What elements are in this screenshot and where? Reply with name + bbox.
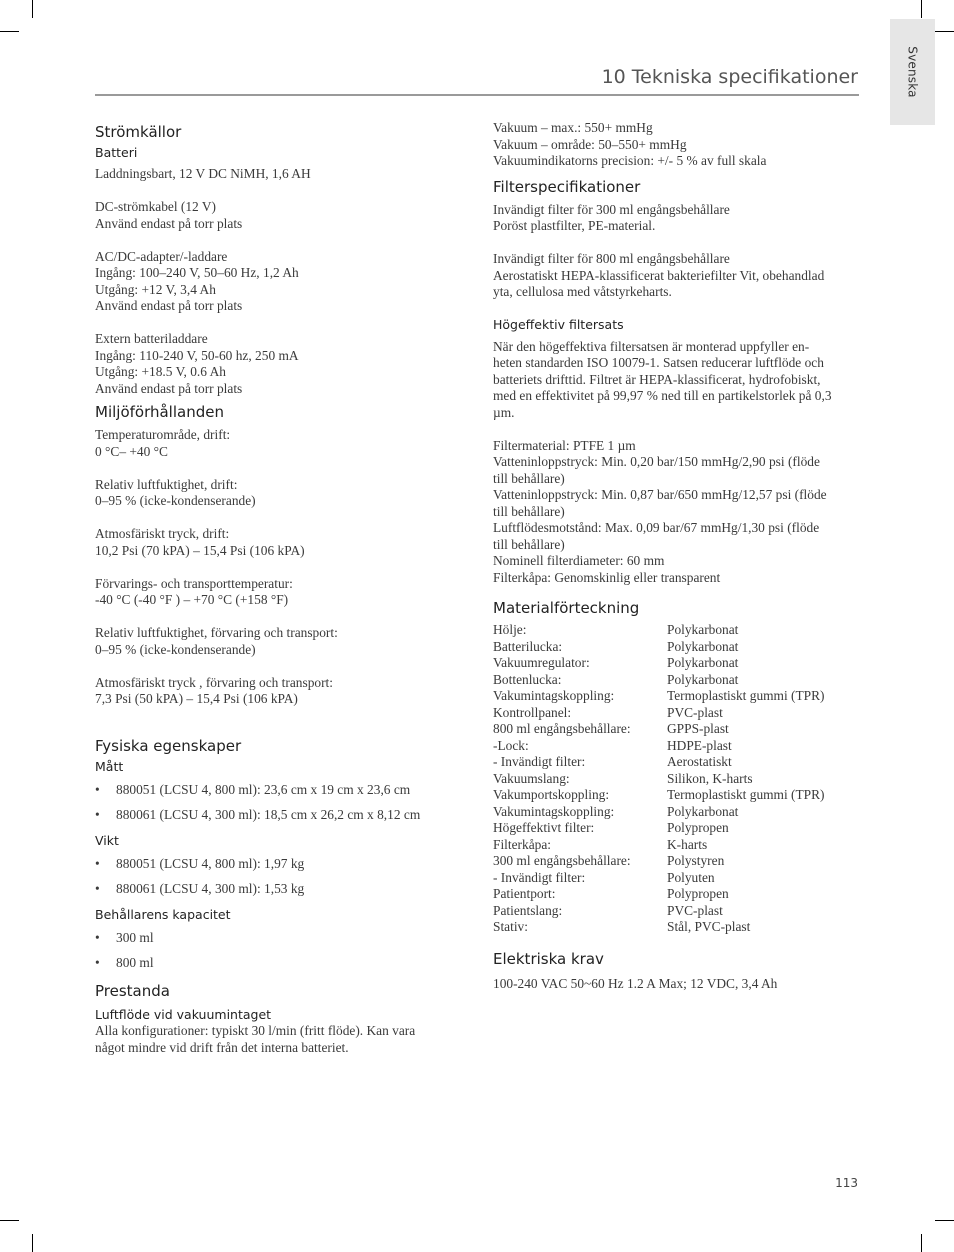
list-item: • 880051 (LCSU 4, 800 ml): 1,97 kg <box>95 855 305 871</box>
text-line: Utgång: +12 V, 3,4 Ah <box>95 281 216 297</box>
section-vakuum <box>493 120 863 170</box>
table-row <box>493 787 825 804</box>
section-heading: Filterspecifikationer <box>493 177 641 196</box>
page-number: 113 <box>835 1176 858 1190</box>
table-row <box>493 639 825 656</box>
text-line: Invändigt filter för 300 ml engångsbehållare <box>493 201 730 217</box>
text-line: µm. <box>493 404 515 420</box>
subheading: Mått <box>95 758 124 774</box>
text-line: -40 °C (-40 °F ) – +70 °C (+158 °F) <box>95 592 289 607</box>
text-line: Vatteninloppstryck: Min. 0,20 bar/150 mmHg/2,90 psi (flöde <box>493 454 820 469</box>
material-part: 300 ml engångsbehållare: <box>493 853 631 868</box>
material-part: Bottenlucka: <box>493 671 562 687</box>
section-heading: Fysiska egenskaper <box>95 736 242 755</box>
material-value: Polykarbonat <box>667 622 739 637</box>
material-value: Termoplastiskt gummi (TPR) <box>667 688 825 703</box>
material-part: Vakuumregulator: <box>493 655 590 670</box>
text-line: Poröst plastfilter, PE-material. <box>493 218 656 233</box>
text-line: 7,3 Psi (50 kPA) – 15,4 Psi (106 kPA) <box>95 691 298 706</box>
table-row <box>493 688 825 705</box>
material-value: Polypropen <box>667 820 729 835</box>
text-line: heten standarden ISO 10079-1. Satsen reducerar luftflöde och <box>493 355 824 370</box>
text-line: DC-strömkabel (12 V) <box>95 199 216 214</box>
crop-mark <box>0 1220 19 1221</box>
material-part: Vakuumslang: <box>493 770 570 786</box>
table-row <box>493 886 825 903</box>
material-part: Filterkåpa: <box>493 836 552 852</box>
table-row <box>493 771 825 788</box>
table-row <box>493 705 825 722</box>
paragraph: 100-240 VAC 50~60 Hz 1.2 A Max; 12 VDC, 3,4 Ah <box>493 975 778 991</box>
text-line: Extern batteriladdare <box>95 331 208 346</box>
material-part: Stativ: <box>493 919 528 934</box>
text-line: med en effektivitet på 99,97 % ned till en partikelstorlek på 0,3 <box>493 388 832 403</box>
text-line: batteriets drifttid. Filtret är HEPA-klassificerat, hydrofobiskt, <box>493 371 821 387</box>
table-row <box>493 870 825 887</box>
text-line: 0–95 % (icke-kondenserande) <box>95 493 256 508</box>
text-line: Ingång: 110-240 V, 50-60 hz, 250 mA <box>95 347 299 363</box>
crop-mark <box>921 0 922 18</box>
paragraph: Laddningsbart, 12 V DC NiMH, 1,6 AH <box>95 166 311 181</box>
table-row <box>493 837 825 854</box>
material-value: Polypropen <box>667 886 729 901</box>
text-line: Filtermaterial: PTFE 1 µm <box>493 437 636 453</box>
text-line: Atmosfäriskt tryck, drift: <box>95 526 230 541</box>
text-line: Använd endast på torr plats <box>95 215 243 231</box>
bullet-list <box>95 782 450 824</box>
table-row <box>493 820 825 837</box>
material-value: Polykarbonat <box>667 803 739 819</box>
material-value: Aerostatiskt <box>667 754 732 769</box>
text-line: Vakuumindikatorns precision: +/- 5 % av full skala <box>493 153 767 168</box>
table-row <box>493 903 825 920</box>
subheading: Batteri <box>95 145 138 160</box>
right-column <box>493 120 863 992</box>
material-value: Polykarbonat <box>667 671 739 687</box>
text-line: Relativ luftfuktighet, drift: <box>95 476 238 492</box>
material-part: Patientport: <box>493 886 556 901</box>
material-part: Vakumintagskoppling: <box>493 688 615 703</box>
material-value: Termoplastiskt gummi (TPR) <box>667 787 825 802</box>
bullet-list <box>95 856 450 898</box>
material-part: - Invändigt filter: <box>493 754 586 769</box>
crop-mark <box>32 1234 33 1252</box>
text-line: Vakuum – område: 50–550+ mmHg <box>493 136 687 152</box>
section-filter <box>493 177 863 587</box>
text-line: Ingång: 100–240 V, 50–60 Hz, 1,2 Ah <box>95 265 299 280</box>
table-row <box>493 754 825 771</box>
section-prestanda <box>95 981 450 1056</box>
text-line: Vakuum – max.: 550+ mmHg <box>493 120 653 135</box>
section-elektriska <box>493 949 863 993</box>
material-value: Polykarbonat <box>667 655 739 670</box>
list-item: • 880061 (LCSU 4, 300 ml): 18,5 cm x 26,2 cm x 8,12 cm <box>95 806 421 822</box>
subheading: Behållarens kapacitet <box>95 906 231 922</box>
text-line: 10,2 Psi (70 kPA) – 15,4 Psi (106 kPA) <box>95 542 305 558</box>
section-heading: Elektriska krav <box>493 949 604 968</box>
text-line: till behållare) <box>493 503 565 519</box>
material-value: PVC-plast <box>667 902 723 918</box>
text-line: Filterkåpa: Genomskinlig eller transparent <box>493 569 721 585</box>
language-tab-label: Svenska <box>905 46 920 98</box>
text-line: Vatteninloppstryck: Min. 0,87 bar/650 mmHg/12,57 psi (flöde <box>493 487 827 502</box>
section-heading: Materialförteckning <box>493 599 640 617</box>
material-value: Polykarbonat <box>667 638 739 654</box>
bullet-list <box>95 930 450 972</box>
text-line: Luftflödesmotstånd: Max. 0,09 bar/67 mmHg/1,30 psi (flöde <box>493 520 820 535</box>
text-line: Temperaturområde, drift: <box>95 427 231 442</box>
table-row <box>493 738 825 755</box>
section-heading: Strömkällor <box>95 123 182 141</box>
text-line: AC/DC-adapter/-laddare <box>95 248 228 264</box>
list-item: • 880061 (LCSU 4, 300 ml): 1,53 kg <box>95 880 305 896</box>
crop-mark <box>935 1220 954 1221</box>
text-line: Invändigt filter för 800 ml engångsbehållare <box>493 251 730 266</box>
material-value: Stål, PVC-plast <box>667 919 751 934</box>
table-row <box>493 919 825 936</box>
material-part: - Invändigt filter: <box>493 869 586 885</box>
text-line: 0–95 % (icke-kondenserande) <box>95 641 256 657</box>
subheading: Vikt <box>95 832 119 848</box>
material-value: Polystyren <box>667 853 725 868</box>
subheading: Luftflöde vid vakuumintaget <box>95 1007 272 1022</box>
material-part: Högeffektivt filter: <box>493 820 595 835</box>
text-line: Aerostatiskt HEPA-klassificerat bakteriefilter Vit, obehandlad <box>493 267 825 283</box>
section-miljo <box>95 402 450 708</box>
crop-mark <box>921 1234 922 1252</box>
material-part: Kontrollpanel: <box>493 704 572 720</box>
page-title: 10 Tekniska specifikationer <box>601 66 858 88</box>
material-value: Polyuten <box>667 869 715 885</box>
table-row <box>493 622 825 639</box>
left-column <box>95 120 450 1056</box>
text-line: till behållare) <box>493 536 565 552</box>
material-value: HDPE-plast <box>667 737 732 753</box>
subheading: Högeffektiv filtersats <box>493 316 624 332</box>
crop-mark <box>0 31 19 32</box>
text-line: Förvarings- och transporttemperatur: <box>95 575 293 591</box>
section-stromkallor <box>95 122 450 397</box>
text-line: något mindre vid drift från det interna batteriet. <box>95 1039 349 1055</box>
material-part: -Lock: <box>493 737 529 753</box>
text-line: Använd endast på torr plats <box>95 298 243 313</box>
section-material <box>493 598 863 936</box>
material-part: Batterilucka: <box>493 638 563 654</box>
list-item: • 800 ml <box>95 954 154 970</box>
material-part: Hölje: <box>493 622 527 637</box>
material-value: K-harts <box>667 836 708 852</box>
table-row <box>493 672 825 689</box>
material-value: GPPS-plast <box>667 721 729 736</box>
crop-mark <box>935 31 954 32</box>
table-row <box>493 804 825 821</box>
material-part: Patientslang: <box>493 902 563 918</box>
material-part: 800 ml engångsbehållare: <box>493 721 631 736</box>
text-line: yta, cellulosa med våtstyrkeharts. <box>493 284 672 299</box>
text-line: Använd endast på torr plats <box>95 380 243 396</box>
material-value: Silikon, K-harts <box>667 770 753 786</box>
text-line: Utgång: +18.5 V, 0.6 Ah <box>95 364 226 379</box>
crop-mark <box>32 0 33 18</box>
section-heading: Miljöförhållanden <box>95 403 224 421</box>
material-value: PVC-plast <box>667 704 723 720</box>
section-fysiska <box>95 736 450 972</box>
text-line: Alla konfigurationer: typiskt 30 l/min (fritt flöde). Kan vara <box>95 1023 416 1038</box>
material-table <box>493 622 825 936</box>
text-line: 0 °C– +40 °C <box>95 443 168 459</box>
section-heading: Prestanda <box>95 982 170 1000</box>
text-line: Relativ luftfuktighet, förvaring och transport: <box>95 625 338 640</box>
material-part: Vakumportskoppling: <box>493 787 610 802</box>
list-item: • 300 ml <box>95 929 154 945</box>
header-divider <box>95 94 859 96</box>
material-part: Vakumintagskoppling: <box>493 803 615 819</box>
list-item: • 880051 (LCSU 4, 800 ml): 23,6 cm x 19 cm x 23,6 cm <box>95 781 411 797</box>
text-line: Nominell filterdiameter: 60 mm <box>493 553 665 568</box>
table-row <box>493 655 825 672</box>
text-line: När den högeffektiva filtersatsen är monterad uppfyller en- <box>493 338 810 354</box>
table-row <box>493 853 825 870</box>
text-line: Atmosfäriskt tryck , förvaring och transport: <box>95 674 333 690</box>
table-row <box>493 721 825 738</box>
text-line: till behållare) <box>493 470 565 486</box>
